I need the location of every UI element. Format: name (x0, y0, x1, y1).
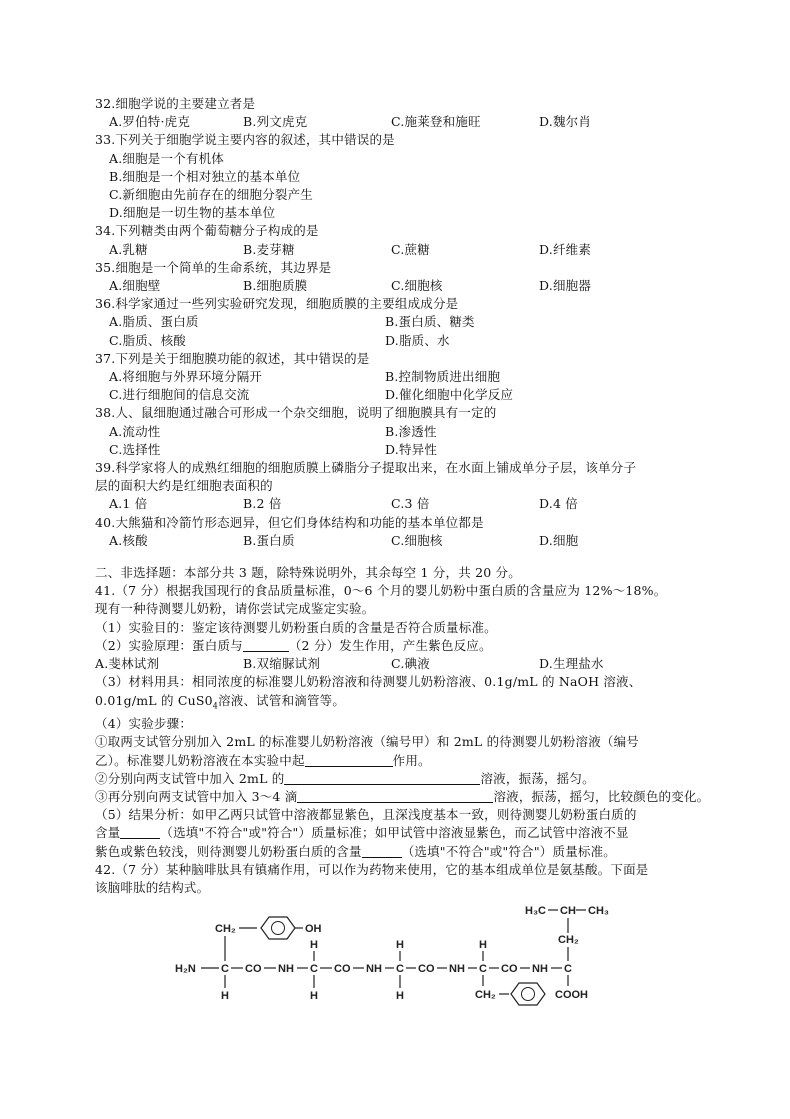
q36-option-b: B.蛋白质、糖类 (385, 314, 475, 330)
q39-option-c: C.3 倍 (391, 496, 430, 512)
q36-options-row2 (95, 332, 705, 350)
struct-h2n: H₂N (175, 963, 196, 975)
q32-options (95, 113, 705, 131)
struct-ch2-tyr: CH₂ (215, 923, 236, 935)
struct-nh4: NH (532, 963, 548, 975)
q35-options (95, 277, 705, 295)
q34-option-a: A.乳糖 (109, 241, 148, 257)
struct-co2: CO (334, 963, 351, 975)
q41-stem-line2: 现有一种待测婴儿奶粉，请你尝试完成鉴定实验。 (95, 601, 375, 617)
q40-stem: 40.大熊猫和冷箭竹形态迥异，但它们身体结构和功能的基本单位都是 (95, 514, 484, 530)
struct-benzene-ring-1 (261, 917, 295, 939)
q39-stem-line2: 层的面积大约是红细胞表面积的 (95, 478, 273, 494)
q41-reagent-options (95, 655, 705, 673)
struct-h3-bottom: H (396, 990, 404, 1002)
q41-blank-solution1[interactable] (284, 772, 480, 785)
q32-option-b: B.列文虎克 (243, 114, 308, 130)
q41-option-d: D.生理盐水 (539, 656, 604, 672)
q38-option-b: B.渗透性 (385, 423, 437, 439)
q35-option-a: A.细胞壁 (109, 278, 161, 294)
q41-option-c: C.碘液 (391, 656, 430, 672)
struct-h2-bottom: H (310, 990, 318, 1002)
q40-option-d: D.细胞 (539, 532, 579, 548)
q32-option-d: D.魏尔肖 (539, 114, 592, 130)
q38-options-row2 (95, 441, 705, 459)
q33-option-b: B.细胞是一个相对独立的基本单位 (109, 168, 301, 184)
q34-option-c: C.蔗糖 (391, 241, 430, 257)
q39-option-d: D.4 倍 (539, 496, 578, 512)
q34-options (95, 241, 705, 259)
q42-stem-line2: 该脑啡肽的结构式。 (95, 880, 210, 896)
q37-option-b: B.控制物质进出细胞 (385, 369, 501, 385)
q37-option-a: A.将细胞与外界环境分隔开 (109, 369, 263, 385)
struct-ch2-phe: CH₂ (475, 989, 496, 1001)
q41-blank-reagent[interactable] (243, 639, 289, 652)
struct-c5: C (564, 963, 572, 975)
q38-option-a: A.流动性 (109, 423, 161, 439)
q41-principle: （2）实验原理：蛋白质与 （2 分）发生作用，产生紫色反应。 (95, 637, 492, 653)
q35-option-b: B.细胞质膜 (243, 278, 308, 294)
struct-ch: CH (560, 905, 576, 917)
exam-page (95, 95, 710, 897)
q41-steps-heading: （4）实验步骤： (95, 716, 193, 732)
q38-option-d: D.特异性 (385, 441, 438, 457)
q37-option-d: D.催化细胞中化学反应 (385, 387, 514, 403)
q33-option-c: C.新细胞由先前存在的细胞分裂产生 (109, 187, 313, 203)
q39-option-a: A.1 倍 (109, 496, 148, 512)
q38-option-c: C.选择性 (109, 441, 161, 457)
q35-option-d: D.细胞器 (539, 278, 592, 294)
struct-h3c: H₃C (525, 905, 546, 917)
struct-c4: C (479, 963, 487, 975)
q40-options (95, 532, 705, 550)
q41-blank-control[interactable] (305, 754, 393, 767)
q39-stem-line1: 39.科学家将人的成熟红细胞的细胞质膜上磷脂分子提取出来，在水面上铺成单分子层，该单分子 (95, 460, 637, 476)
q41-step1-line2: 乙）。标准婴儿奶粉溶液在本实验中起 作用。 (95, 752, 431, 768)
q33-stem: 33.下列关于细胞学说主要内容的叙述，其中错误的是 (95, 132, 395, 148)
q37-option-c: C.进行细胞间的信息交流 (109, 387, 250, 403)
section-heading: 二、非选择题：本部分共 3 题，除特殊说明外，其余每空 1 分，共 20 分。 (95, 565, 521, 581)
q35-stem: 35.细胞是一个简单的生命系统，其边界是 (95, 259, 332, 275)
q37-options-row2 (95, 386, 705, 404)
struct-ch2-leu: CH₂ (558, 934, 579, 946)
q40-option-a: A.核酸 (109, 532, 148, 548)
q41-result-line1: （5）结果分析：如甲乙两只试管中溶液都显紫色，且深浅度基本一致，则待测婴儿奶粉蛋白质的 (95, 807, 637, 823)
q38-stem: 38.人、鼠细胞通过融合可形成一个杂交细胞，说明了细胞膜具有一定的 (95, 405, 497, 421)
q42-stem-line1: 42.（7 分）某种脑啡肽具有镇痛作用，可以作为药物来使用，它的基本组成单位是氨基酸。下面是 (95, 861, 649, 877)
q41-step2: ②分别向两支试管中加入 2mL 的 溶液，振荡，摇匀。 (95, 770, 595, 786)
q41-result-line2: 含量 （选填"不符合"或"符合"）质量标准；如甲试管中溶液显紫色，而乙试管中溶液不显 (95, 825, 629, 841)
struct-h4-top: H (479, 939, 487, 951)
struct-ch3: CH₃ (588, 905, 609, 917)
q41-materials-line1: （3）材料用具：相同浓度的标准婴儿奶粉溶液和待测婴儿奶粉溶液、0.1g/mL 的 NaOH 溶液、 (95, 674, 642, 690)
q34-option-b: B.麦芽糖 (243, 241, 295, 257)
q33-option-d: D.细胞是一切生物的基本单位 (109, 205, 276, 221)
struct-benzene-ring-2 (511, 983, 545, 1005)
struct-nh1: NH (278, 963, 294, 975)
q41-stem-line1: 41.（7 分）根据我国现行的食品质量标准，0～6 个月的婴儿奶粉中蛋白质的含量应为 12%～18%。 (95, 583, 667, 599)
q40-option-b: B.蛋白质 (243, 532, 295, 548)
struct-co3: CO (418, 963, 435, 975)
q33-option-a: A.细胞是一个有机体 (109, 150, 225, 166)
struct-h1-bottom: H (221, 990, 229, 1002)
q41-purpose: （1）实验目的：鉴定该待测婴儿奶粉蛋白质的含量是否符合质量标准。 (95, 619, 497, 635)
q41-option-a: A.斐林试剂 (95, 656, 160, 672)
q32-option-a: A.罗伯特·虎克 (109, 114, 191, 130)
q37-stem: 37.下列是关于细胞膜功能的叙述，其中错误的是 (95, 350, 370, 366)
q34-stem: 34.下列糖类由两个葡萄糖分子构成的是 (95, 223, 319, 239)
q32-option-c: C.施莱登和施旺 (391, 114, 481, 130)
struct-h2-top: H (310, 939, 318, 951)
q41-step3: ③再分别向两支试管中加入 3～4 滴 溶液，振荡，摇匀，比较颜色的变化。 (95, 789, 710, 805)
struct-co4: CO (501, 963, 518, 975)
q41-blank-solution2[interactable] (297, 790, 493, 803)
q35-option-c: C.细胞核 (391, 278, 443, 294)
q41-blank-result2[interactable] (362, 845, 402, 858)
q32-stem: 32.细胞学说的主要建立者是 (95, 96, 256, 111)
struct-co1: CO (245, 963, 262, 975)
q37-options-row1 (95, 368, 705, 386)
q36-options-row1 (95, 313, 705, 331)
struct-nh2: NH (366, 963, 382, 975)
q41-result-line3: 紫色或紫色较浅，则待测婴儿奶粉蛋白质的含量 （选填"不符合"或"符合"）质量标准。 (95, 843, 617, 859)
q41-step1-line1: ①取两支试管分别加入 2mL 的标准婴儿奶粉溶液（编号甲）和 2mL 的待测婴儿奶粉溶液（编号 (95, 734, 640, 750)
enkephalin-structure (175, 900, 635, 1015)
q39-option-b: B.2 倍 (243, 496, 282, 512)
q36-option-d: D.脂质、水 (385, 332, 450, 348)
struct-c3: C (396, 963, 404, 975)
q34-option-d: D.纤维素 (539, 241, 592, 257)
q38-options-row1 (95, 423, 705, 441)
struct-nh3: NH (449, 963, 465, 975)
q41-option-b: B.双缩脲试剂 (243, 656, 321, 672)
q41-blank-result1[interactable] (120, 826, 160, 839)
struct-cooh: COOH (555, 989, 588, 1001)
q36-option-a: A.脂质、蛋白质 (109, 314, 199, 330)
q41-materials-line2: 0.01g/mL 的 $CuS0_4$溶液、试管和滴管等。 (95, 692, 346, 710)
q40-option-c: C.细胞核 (391, 532, 443, 548)
q36-stem: 36.科学家通过一些列实验研究发现，细胞质膜的主要组成成分是 (95, 296, 459, 312)
struct-c2: C (310, 963, 318, 975)
struct-oh: OH (305, 923, 322, 935)
struct-h3-top: H (396, 939, 404, 951)
struct-c1: C (221, 963, 229, 975)
q36-option-c: C.脂质、核酸 (109, 332, 186, 348)
q39-options (95, 495, 705, 513)
